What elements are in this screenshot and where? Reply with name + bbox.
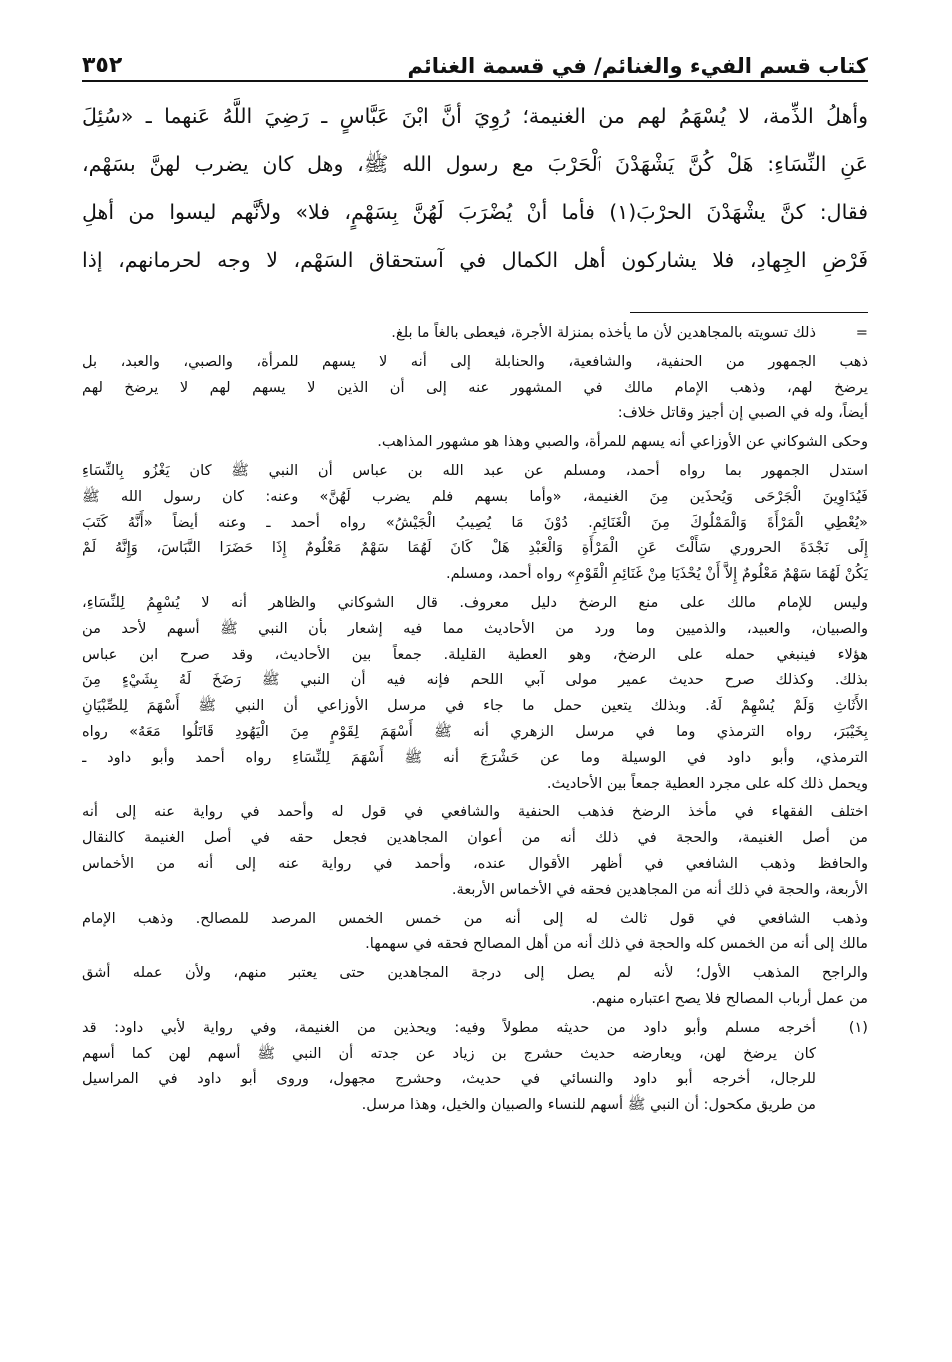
note-line: وليس للإمام مالك على منع الرضخ دليل معروف. قال الشوكاني والظاهر أنه لا يُسْهِمُ لِلنِّسَاءِ، (82, 593, 868, 611)
page-number: ٣٥٢ (82, 53, 123, 78)
header-divider (82, 80, 868, 82)
note-line: من عمل أرباب المصالح فلا يصح اعتباره منهم. (591, 989, 868, 1007)
note-line: والحافظ وذهب الشافعي في أظهر الأقوال عنده، وأحمد في رواية عنه إلى أنه من الأخماس (82, 854, 868, 872)
footnote-divider (630, 312, 868, 313)
note-line: ويحمل ذلك كله على مجرد العطية جمعاً بين الأحاديث. (546, 774, 868, 792)
note-paragraph (82, 906, 868, 958)
note-line: والراجح المذهب الأول؛ لأنه لم يصل إلى درجة المجاهدين حتى يعتبر منهم، ولأن عمله أشق (82, 964, 868, 982)
note-line: أخرجه مسلم وأبو داود من حديثه مطولاً وفيه: ويحذين من الغنيمة، وفي رواية لأبي داود: قد (82, 1018, 816, 1036)
note-line: يرضخ لهم، وذهب الإمام مالك في المشهور عنه إلى أن الذين لا يسهم لهم لا يرضخ لهم (82, 378, 868, 396)
footnote-continuation (82, 320, 868, 346)
note-line: مالك إلى أنه من الخمس كله والحجة في ذلك أنه من أهل المصالح فحقه في سهمها. (365, 935, 868, 953)
note-line: ذهب الجمهور من الحنفية، والشافعية، والحنابلة إلى أنه لا يسهم للمرأة، والصبي، والعبد، بل (82, 352, 868, 370)
continuation-mark: = (855, 324, 868, 341)
note-paragraph (82, 458, 868, 587)
note-line: من أصل الغنيمة، والحجة في ذلك أنه من أعوان المجاهدين فجعل حقه في أصل الغنيمة كالنقال (82, 829, 868, 847)
note-line: كان يرضخ لهن، ويعارضه حديث حشرج بن زياد عن جدته أن النبي ﷺ أسهم لهن كما أسهم (82, 1044, 816, 1062)
main-line: فَرْضِ الجِهادِ، فلا يشاركون أهل الكمال في آستحقاق السَهْم، لا وجه لحرمانهم، إذا (82, 248, 868, 272)
note-paragraph (82, 429, 868, 455)
note-line: اختلف الفقهاء في مأخذ الرضخ فذهب الحنفية والشافعي في قول له وأحمد في رواية عنه إلى أنه (82, 803, 868, 821)
footnote-number: (١) (848, 1018, 868, 1036)
note-line: هؤلاء فينبغي حمله على الرضخ، وهو العطية القليلة. جمعاً بين الأحاديث، وقد صرح ابن عباس (82, 645, 868, 663)
note-line: استدل الجمهور بما رواه أحمد، ومسلم عن عبد الله بن عباس أن النبي ﷺ كان يَغْزُو بِالنِّسَاءِ (82, 461, 868, 479)
note-line: «يُعْطِي الْمَرْأَةَ وَالْمَمْلُوكَ مِنَ الْغَنَائِمِ. دُوْنَ مَا يُصِيبُ الْجَيْشُ» رواه أحمد ـ وعنه أيضاً «أَنَّهُ كَتَبَ (82, 513, 868, 531)
main-line: فقال: كنَّ يشْهَدْنَ الحرْبَ(١) فأما أنْ يُضْرَبَ لَهُنَّ بِسَهْمٍ، فلا» ولأنَّهم ليسوا من أهلِ (82, 200, 868, 224)
note-paragraph (82, 590, 868, 796)
note-line: يَكُنْ لَهُمَا سَهْمٌ مَعْلُومٌ إِلاَّ أَنْ يُحْذَيَا مِنْ غَنَائِمِ الْقَوْمِ» رواه أحمد، ومسلم. (445, 565, 868, 583)
footnote-1 (82, 1015, 868, 1118)
running-title: كتاب قسم الفيء والغنائم/ في قسمة الغنائم (407, 54, 868, 78)
note-line: إِلَى نَجْدَةَ الحروري سَأَلْتَ عَنِ الْمَرْأَةِ وَالْعَبْدِ هَلْ كَانَ لَهُمَا سَهْمٌ مَعْلُومٌ إِذَا حَضَرَا النَّبَاسَ، وَإِنَّهُ لَمْ (82, 539, 868, 557)
note-line: الأَثَاثِ وَلَمْ يُسْهِمْ لَهُ. وبذلك يتعين حمل ما جاء في مرسل الأوزاعي أن النبي ﷺ أَسْهَمَ لِلصِّبْيَانِ (82, 697, 868, 715)
page-header (82, 42, 868, 78)
note-line: فَيُدَاوِينَ الْجَرْحَى وَيُحذَين مِنَ الغنيمة، «وأما بسهم فلم يضرب لَهُنَّ» وعنه: كان رسول الله ﷺ (82, 487, 868, 505)
note-line: والصبيان، والعبيد، والذميين وما ورد من الأحاديث مما فيه إشعار بأن النبي ﷺ أسهم لأحد من (82, 619, 868, 637)
note-line: من طريق مكحول: أن النبي ﷺ أسهم للنساء والصبيان والخيل، وهذا مرسل. (361, 1096, 816, 1114)
note-line: وحكى الشوكاني عن الأوزاعي أنه يسهم للمرأة، والصبي وهذا هو مشهور المذاهب. (377, 433, 868, 451)
note-paragraph (82, 960, 868, 1012)
note-line: ذلك تسويته بالمجاهدين لأن ما يأخذه بمنزلة الأجرة، فيعطى بالغاً ما بلغ. (391, 324, 816, 341)
footnotes (82, 320, 868, 1121)
note-line: وذهب الشافعي في قول ثالث له إلى أنه من خمس الخمس المرصد للمصالح. وذهب الإمام (82, 909, 868, 927)
note-line: للرجال، أخرجه أبو داود والنسائي في حديث، وحشرج مجهول، وروى أبو داود في المراسيل (82, 1070, 816, 1088)
note-paragraph (82, 349, 868, 426)
note-line: بِخَيْبَرَ، رواه الترمذي وما في مرسل الزهري أنه ﷺ أَسْهَمَ لِقَوْمٍ مِنَ الْيَهُودِ قَاتَلُوا مَعَهُ» رواه (82, 722, 868, 740)
note-paragraph (82, 799, 868, 902)
note-line: الأربعة، والحجة في ذلك أنه من المجاهدين فحقه في الأخماس الأربعة. (451, 880, 868, 898)
note-line: الترمذي، وأبو داود في الوسيلة وما عن حَشْرَجَ أنه ﷺ أَسْهَمَ لِلنِّسَاءِ رواه أحمد وأبو داود ـ (82, 748, 868, 766)
main-line: وأهلُ الذِّمة، لا يُسْهَمُ لهم من الغنيمة؛ رُوِيَ أنَّ ابْنَ عَبَّاسٍ ـ رَضِيَ اللَّهُ عَنهما ـ «سُئِلَ (82, 104, 868, 128)
note-line: بذلك. وكذلك صرح حديث عمير مولى آبي اللحم فإنه فيه أن النبي ﷺ رَضَخَ لَهُ بِشَيْءٍ مِنَ (82, 671, 868, 689)
main-line: عَنِ النِّسَاءِ: هَلْ كُنَّ يَشْهَدْنَ ٱلْحَرْبَ مع رسول الله ﷺ، وهل كان يضرب لهنَّ بسَهْم، (82, 152, 868, 176)
note-line: أيضاً، وله في الصبي إن أجيز وقاتل خلاف: (617, 404, 868, 422)
main-text (82, 92, 868, 282)
